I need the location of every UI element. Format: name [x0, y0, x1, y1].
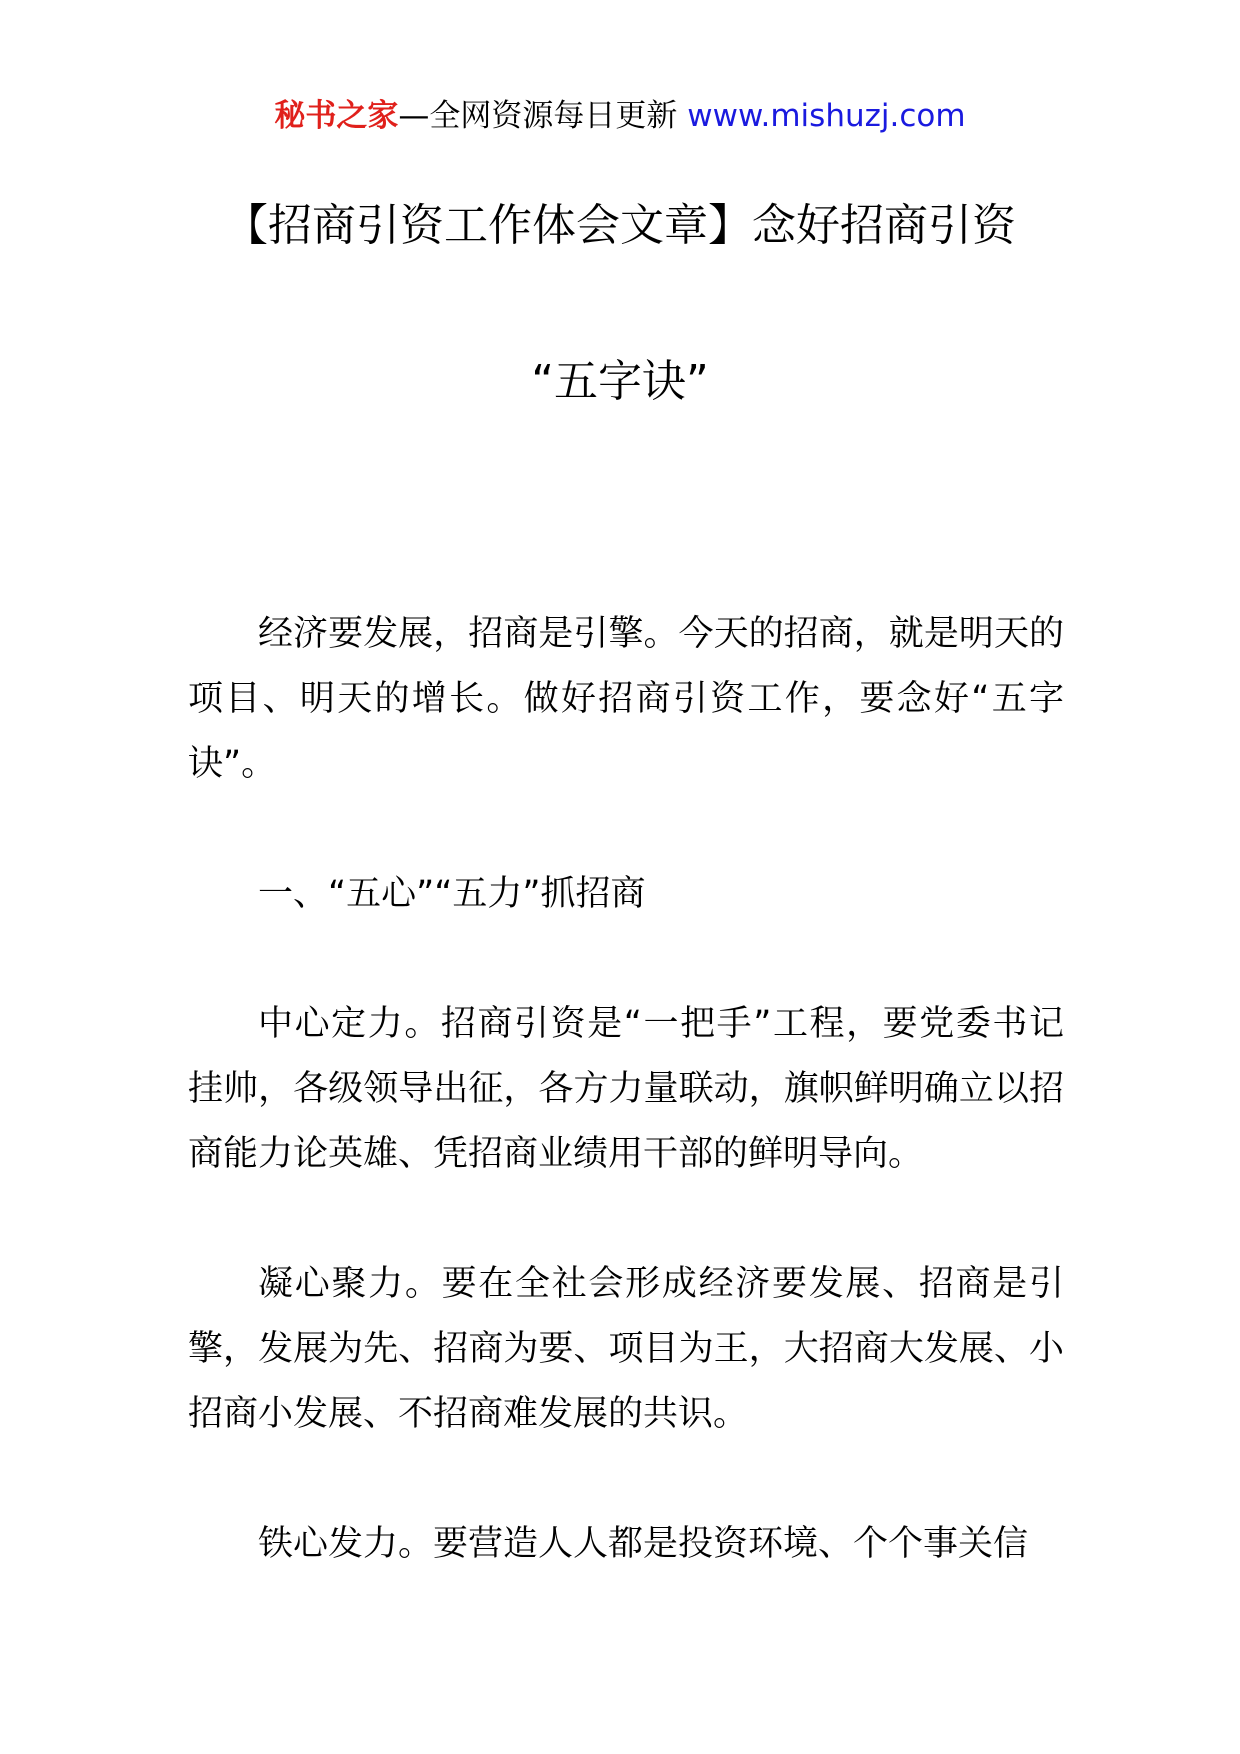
paragraph-zhongxin-dingli: 中心定力。招商引资是“一把手”工程，要党委书记挂帅，各级领导出征，各方力量联动，旗帜鲜明确立以招商能力论英雄、凭招商业绩用干部的鲜明导向。	[188, 1004, 1064, 1174]
paragraph-ningxin-juli: 凝心聚力。要在全社会形成经济要发展、招商是引擎，发展为先、招商为要、项目为王，大招商大发展、小招商小发展、不招商难发展的共识。	[188, 1264, 1064, 1434]
intro-paragraph: 经济要发展，招商是引擎。今天的招商，就是明天的项目、明天的增长。做好招商引资工作，要念好“五字诀”。	[188, 614, 1064, 784]
site-url-link[interactable]: www.mishuzj.com	[687, 98, 966, 134]
brand-name: 秘书之家	[274, 98, 399, 134]
document-title-line-2: “五字诀”	[531, 356, 709, 407]
site-header	[0, 96, 1240, 136]
section-heading: 一、“五心”“五力”抓招商	[258, 874, 646, 914]
paragraph-tiexin-fali: 铁心发力。要营造人人都是投资环境、个个事关信	[258, 1524, 1029, 1564]
header-tagline: —全网资源每日更新	[398, 98, 678, 134]
document-title-line-1: 【招商引资工作体会文章】念好招商引资	[224, 200, 1016, 251]
